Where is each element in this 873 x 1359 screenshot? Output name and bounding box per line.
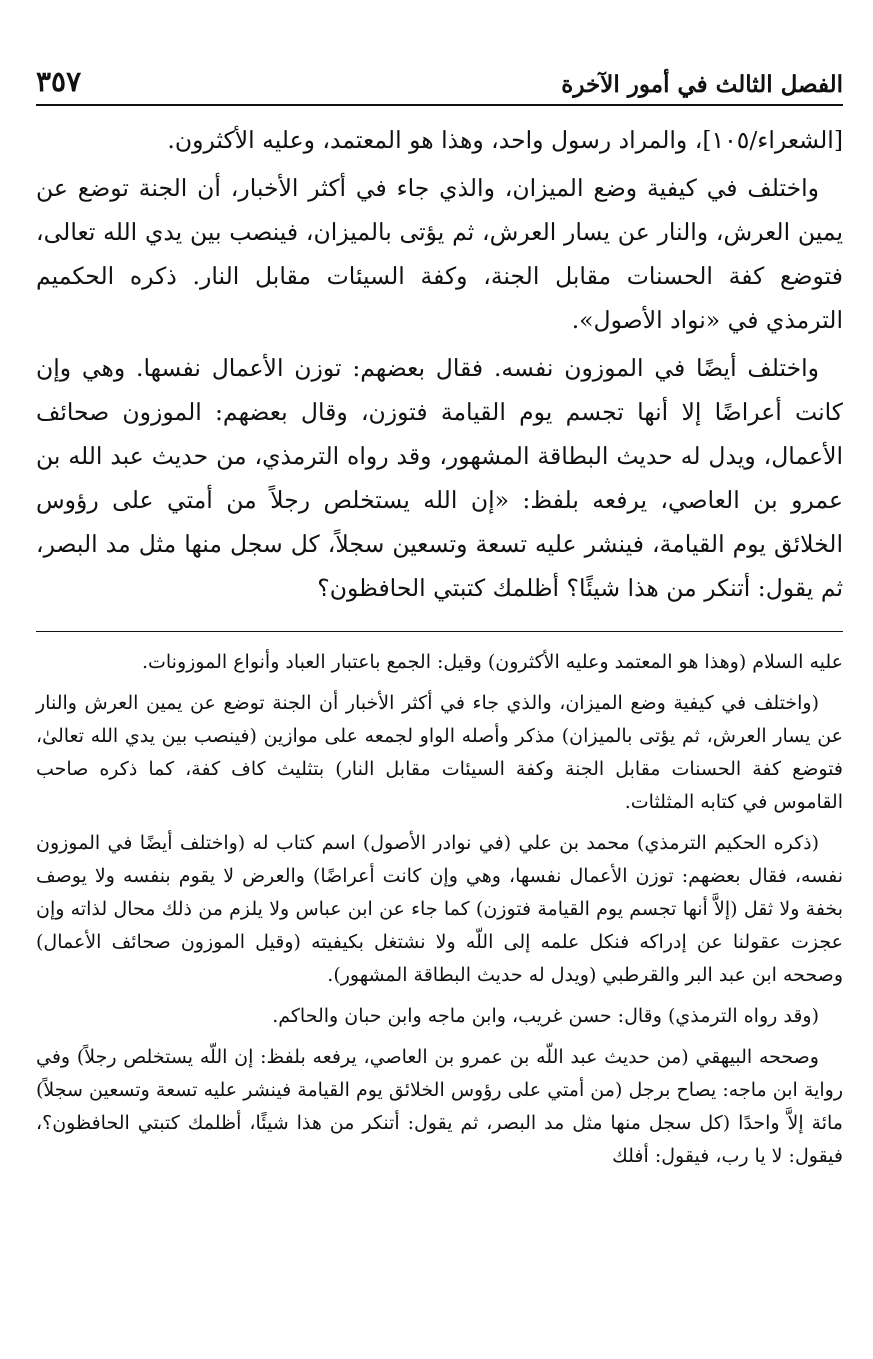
commentary-paragraph-5: وصححه البيهقي (من حديث عبد اللّه بن عمرو بن العاصي، يرفعه بلفظ: إن اللّه يستخلص رجلاً) وفي رواية ابن ماجه: يصاح برجل (من أمتي على رؤوس الخلائق يوم القيامة فينشر عليه تسعة وتسعين سجلاً) مائة إلاَّ واحدًا (كل سجل منها مثل مد البصر، ثم يقول: أتنكر من هذا شيئًا، أظلمك كتبتي الحافظون؟، فيقول: لا يا رب، فيقول: أفلك bbox=[36, 1046, 843, 1167]
main-paragraph-2: واختلف في كيفية وضع الميزان، والذي جاء في أكثر الأخبار، أن الجنة توضع عن يمين العرش، والنار عن يسار العرش، ثم يؤتى بالميزان، فينصب بين يدي الله تعالى، فتوضع كفة الحسنات مقابل الجنة، وكفة السيئات مقابل النار. ذكره الحكميم الترمذي في «نواد الأصول». bbox=[36, 174, 843, 334]
page-number: ٣٥٧ bbox=[36, 65, 82, 98]
commentary-text bbox=[36, 646, 843, 1181]
page-header bbox=[36, 52, 843, 98]
commentary-divider bbox=[36, 631, 843, 632]
chapter-title: الفصل الثالث في أمور الآخرة bbox=[561, 71, 843, 98]
commentary-paragraph-2: (واختلف في كيفية وضع الميزان، والذي جاء في أكثر الأخبار أن الجنة توضع عن يمين العرش والنار عن يسار العرش، ثم يؤتى بالميزان) مذكر وأصله الواو لجمعه على موازين (فينصب بين يدي الله تعالىٰ، فتوضع كفة الحسنات مقابل الجنة وكفة السيئات مقابل النار) بتثليث كاف كفة، كما ذكره صاحب القاموس في كتابه المثلثات. bbox=[36, 692, 843, 813]
main-text bbox=[36, 118, 843, 614]
commentary-paragraph-1: عليه السلام (وهذا هو المعتمد وعليه الأكثرون) وقيل: الجمع باعتبار العباد وأنواع الموزونات. bbox=[141, 651, 843, 673]
main-paragraph-1: [الشعراء/١٠٥]، والمراد رسول واحد، وهذا هو المعتمد، وعليه الأكثرون. bbox=[167, 126, 843, 154]
header-divider bbox=[36, 104, 843, 106]
main-paragraph-3: واختلف أيضًا في الموزون نفسه. فقال بعضهم: توزن الأعمال نفسها. وهي وإن كانت أعراضًا إلا أنها تجسم يوم القيامة فتوزن، وقال بعضهم: الموزون صحائف الأعمال، ويدل له حديث البطاقة المشهور، وقد رواه الترمذي، من حديث عبد الله بن عمرو بن العاصي، يرفعه بلفظ: «إن الله يستخلص رجلاً من أمتي على رؤوس الخلائق يوم القيامة، فينشر عليه تسعة وتسعين سجلاً، كل سجل منها مثل مد البصر، ثم يقول: أتنكر من هذا شيئًا؟ أظلمك كتبتي الحافظون؟ bbox=[36, 354, 844, 602]
commentary-paragraph-3: (ذكره الحكيم الترمذي) محمد بن علي (في نوادر الأصول) اسم كتاب له (واختلف أيضًا في الموزون نفسه، فقال بعضهم: توزن الأعمال نفسها، وهي وإن كانت أعراضًا) والعرض لا يقوم بنفسه ولا يوصف بخفة ولا ثقل (إلاَّ أنها تجسم يوم القيامة فتوزن) كما جاء عن ابن عباس ولا يلزم من ذلك محال لذاته وإن عجزت عقولنا عن إدراكه فنكل علمه إلى اللّه ولا نشتغل بكيفيته (وقيل الموزون صحائف الأعمال) وصححه ابن عبد البر والقرطبي (ويدل له حديث البطاقة المشهور). bbox=[36, 832, 843, 986]
commentary-paragraph-4: (وقد رواه الترمذي) وقال: حسن غريب، وابن ماجه وابن حبان والحاكم. bbox=[272, 1005, 819, 1027]
